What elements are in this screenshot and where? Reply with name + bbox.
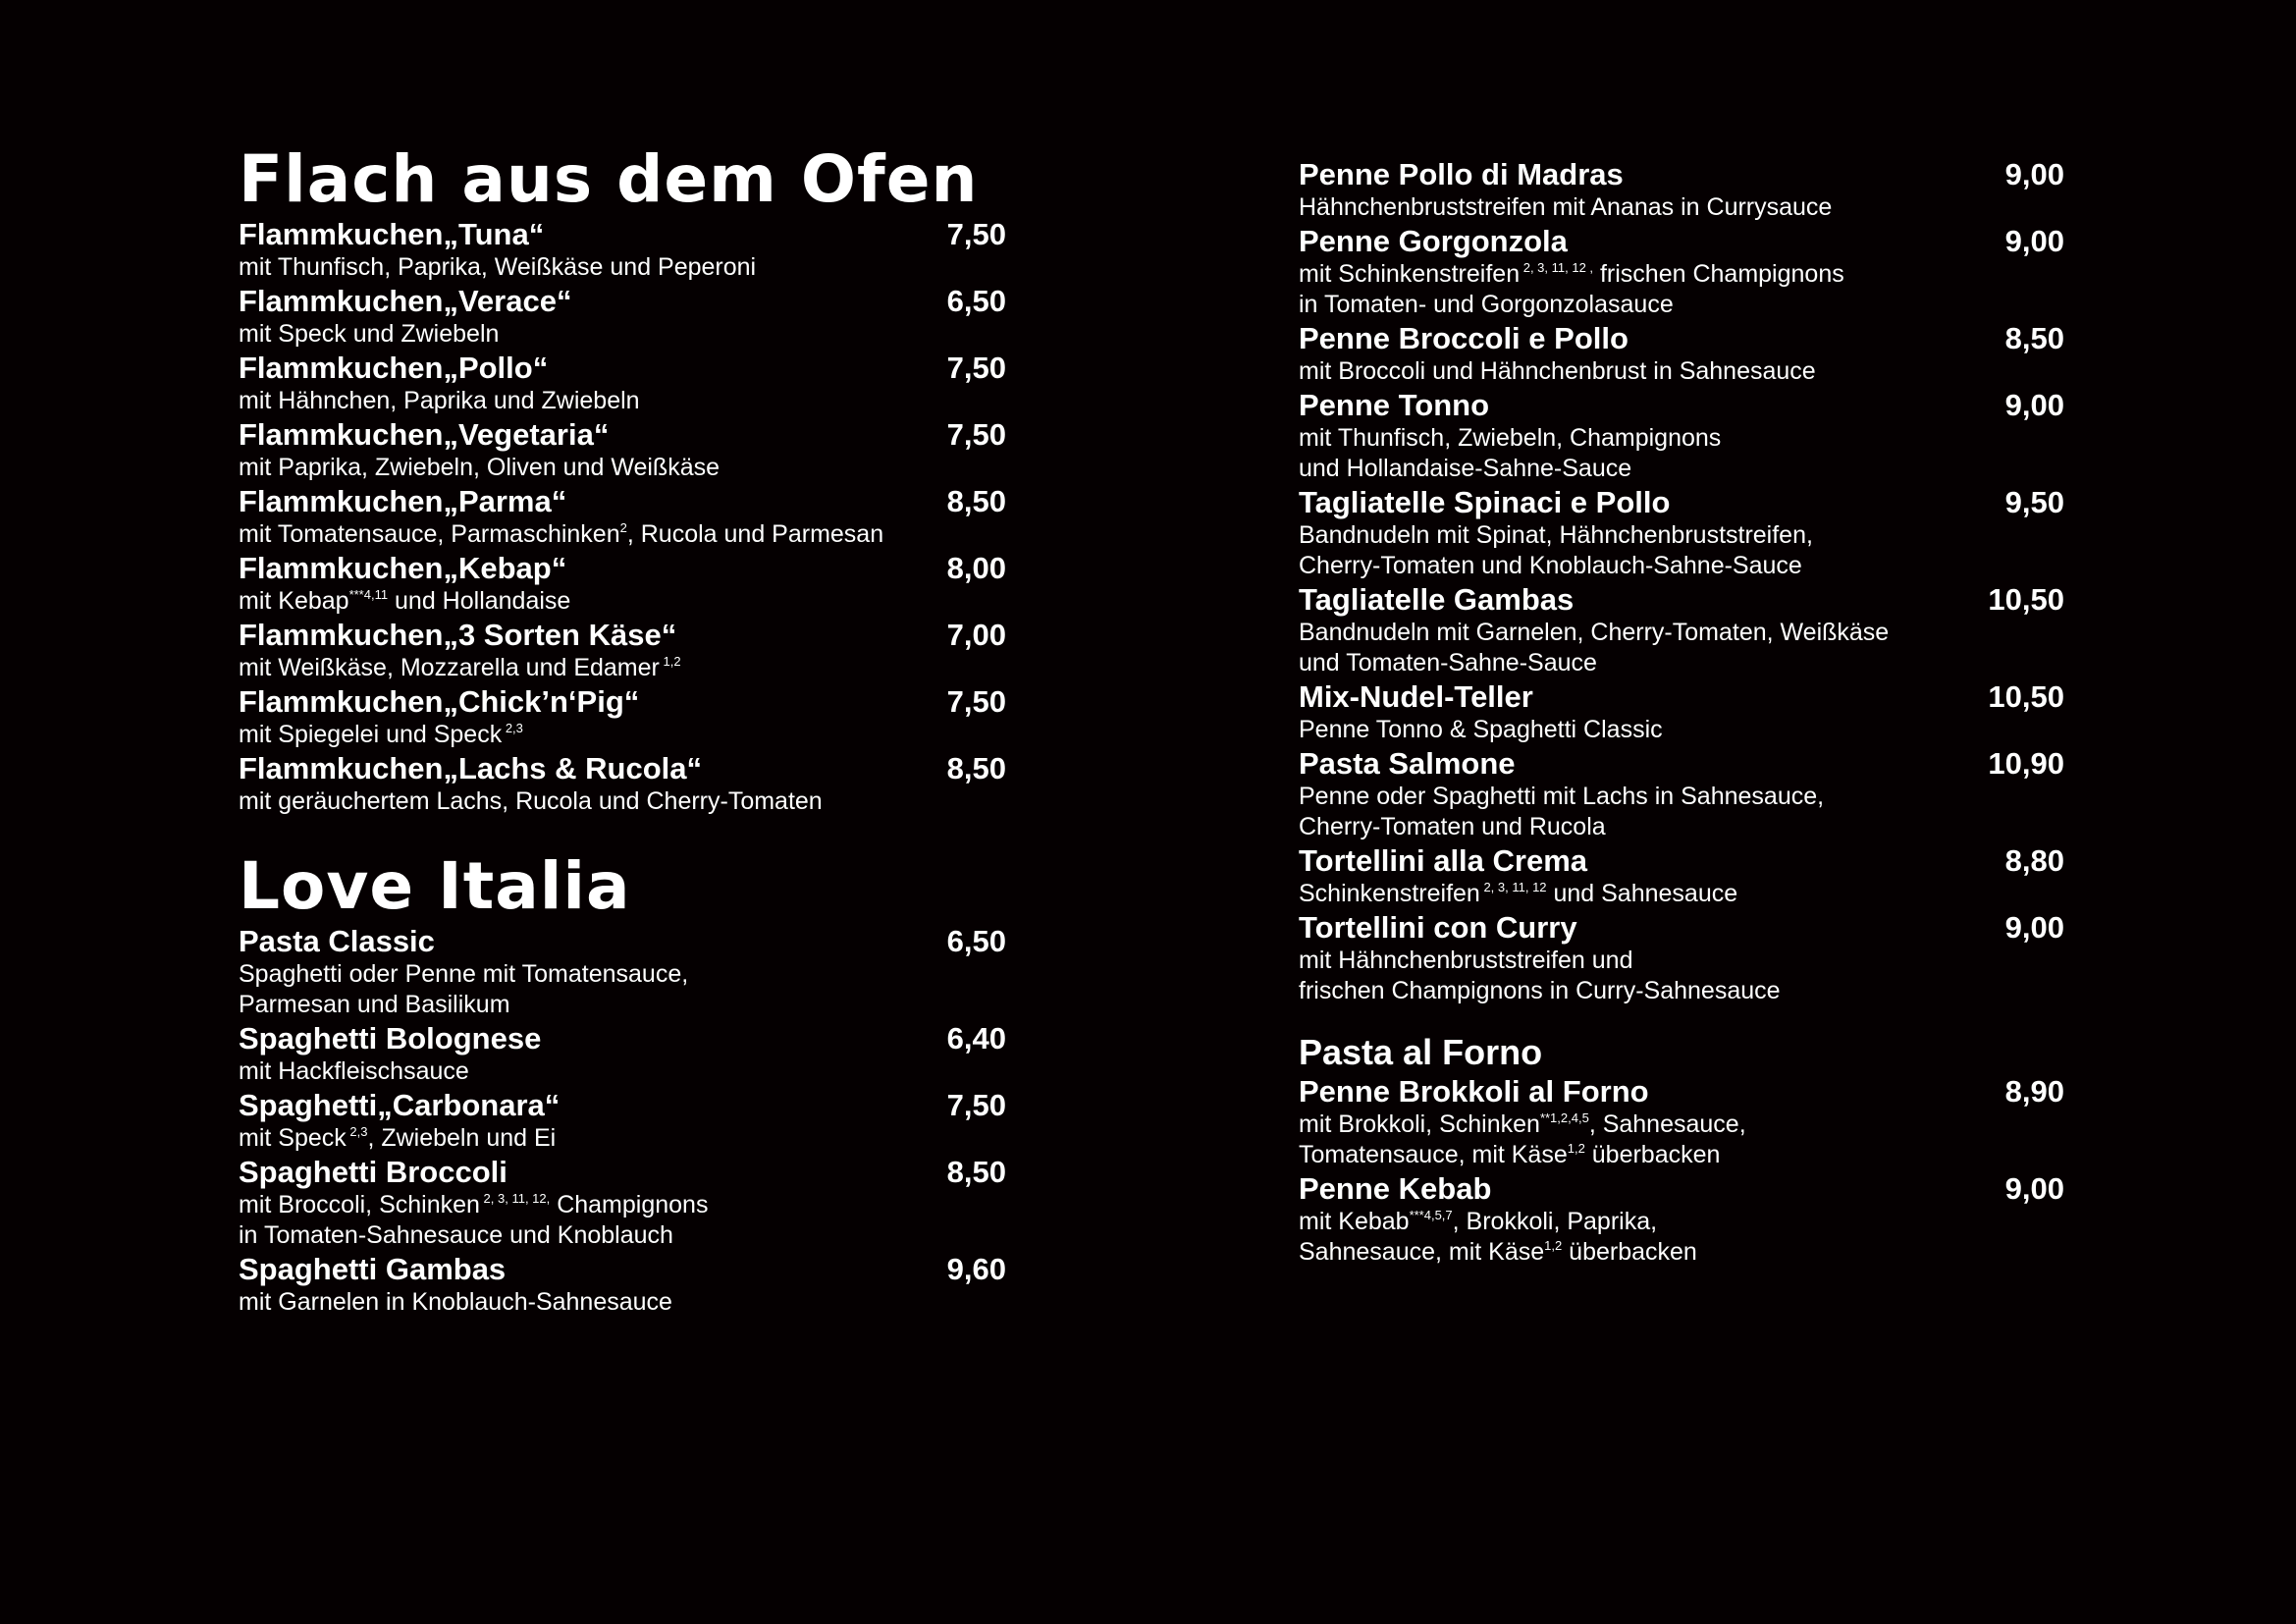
allergen-note: 2, 3, 11, 12 xyxy=(1479,880,1547,894)
menu-item xyxy=(1299,678,2064,745)
menu-item-description xyxy=(1299,290,2064,320)
menu-item-name: Flammkuchen„Pollo“ xyxy=(239,351,549,385)
allergen-note: 1,2 xyxy=(1544,1238,1563,1253)
menu-item-name: Spaghetti„Carbonara“ xyxy=(239,1088,561,1122)
description-text: und Hollandaise xyxy=(388,587,571,615)
menu-item xyxy=(1299,745,2064,842)
allergen-note: 2 xyxy=(619,520,627,535)
menu-item-description xyxy=(1299,1140,2064,1170)
menu-item-description xyxy=(1299,520,2064,551)
menu-item xyxy=(239,416,1006,483)
description-text: in Tomaten- und Gorgonzolasauce xyxy=(1299,291,1674,318)
menu-item-name: Flammkuchen„Vegetaria“ xyxy=(239,417,610,452)
allergen-note: 2, 3, 11, 12 , xyxy=(1520,260,1594,275)
menu-item-description xyxy=(239,386,1006,416)
menu-item-description xyxy=(1299,976,2064,1006)
menu-item-header xyxy=(239,350,1006,386)
menu-item-header xyxy=(1299,320,2064,356)
menu-item-description xyxy=(239,519,1006,550)
menu-item xyxy=(1299,387,2064,484)
menu-list-al-forno xyxy=(1299,1073,2064,1268)
menu-item xyxy=(1299,156,2064,223)
menu-item-name: Flammkuchen„Parma“ xyxy=(239,484,567,518)
menu-item-name: Flammkuchen„Chick’n‘Pig“ xyxy=(239,684,640,719)
description-text: mit Garnelen in Knoblauch-Sahnesauce xyxy=(239,1288,672,1316)
menu-item-description xyxy=(239,1220,1006,1251)
menu-item-name: Tortellini con Curry xyxy=(1299,910,1577,945)
menu-item-name: Spaghetti Gambas xyxy=(239,1252,507,1286)
description-text: , Sahnesauce, xyxy=(1588,1110,1746,1138)
description-text: Hähnchenbruststreifen mit Ananas in Currysauce xyxy=(1299,193,1833,221)
section-title-love-italia: Love Italia xyxy=(239,848,631,924)
description-text: frischen Champignons xyxy=(1593,260,1844,288)
menu-item-description xyxy=(239,586,1006,617)
menu-item-header xyxy=(239,683,1006,720)
description-text: Bandnudeln mit Spinat, Hähnchenbruststreifen, xyxy=(1299,521,1813,549)
description-text: mit Tomatensauce, Parmaschinken xyxy=(239,520,620,548)
description-text: Bandnudeln mit Garnelen, Cherry-Tomaten, Weißkäse xyxy=(1299,619,1890,646)
menu-item-name: Tagliatelle Gambas xyxy=(1299,582,1575,617)
menu-item-description xyxy=(1299,1237,2064,1268)
menu-item-header xyxy=(239,216,1006,252)
menu-item-header xyxy=(1299,1073,2064,1110)
description-text: , Brokkoli, Paprika, xyxy=(1452,1208,1658,1235)
menu-item-price: 9,60 xyxy=(946,1252,1006,1286)
menu-item-price: 10,90 xyxy=(1988,746,2064,781)
menu-item-price: 6,50 xyxy=(946,284,1006,318)
menu-item-description xyxy=(1299,782,2064,812)
menu-item-price: 6,40 xyxy=(946,1021,1006,1056)
menu-item-price: 10,50 xyxy=(1988,679,2064,714)
menu-item xyxy=(239,683,1006,750)
allergen-note: 2,3 xyxy=(502,721,523,735)
description-text: mit Brokkoli, Schinken xyxy=(1299,1110,1540,1138)
left-column xyxy=(239,0,1006,1318)
description-text: mit Broccoli und Hähnchenbrust in Sahnesauce xyxy=(1299,357,1816,385)
menu-item xyxy=(239,923,1006,1020)
menu-item-name: Spaghetti Bolognese xyxy=(239,1021,542,1056)
menu-item-description xyxy=(239,319,1006,350)
description-text: mit Spiegelei und Speck xyxy=(239,721,503,748)
menu-item-description xyxy=(239,720,1006,750)
description-text: Penne oder Spaghetti mit Lachs in Sahnesauce, xyxy=(1299,783,1825,810)
menu-item-name: Flammkuchen„Lachs & Rucola“ xyxy=(239,751,703,785)
menu-item xyxy=(239,1251,1006,1318)
description-text: überbacken xyxy=(1562,1238,1697,1266)
menu-item-name: Flammkuchen„Kebap“ xyxy=(239,551,567,585)
menu-item-price: 9,00 xyxy=(2004,910,2064,945)
description-text: mit Thunfisch, Zwiebeln, Champignons xyxy=(1299,424,1722,452)
allergen-note: ***4,5,7 xyxy=(1409,1208,1453,1222)
menu-item-description xyxy=(1299,879,2064,909)
description-text: mit Kebab xyxy=(1299,1208,1410,1235)
section-title-pasta-al-forno: Pasta al Forno xyxy=(1299,1032,1543,1072)
description-text: und Sahnesauce xyxy=(1546,880,1738,907)
menu-item-header xyxy=(1299,484,2064,520)
menu-item-price: 9,00 xyxy=(2004,388,2064,422)
menu-item-name: Spaghetti Broccoli xyxy=(239,1155,507,1189)
menu-item-header xyxy=(1299,581,2064,618)
menu-item-name: Pasta Classic xyxy=(239,924,435,958)
description-text: mit Paprika, Zwiebeln, Oliven und Weißkäse xyxy=(239,454,721,481)
menu-item-description xyxy=(1299,192,2064,223)
allergen-note: 1,2 xyxy=(1567,1141,1585,1156)
menu-item-header xyxy=(239,750,1006,786)
menu-item-header xyxy=(239,1087,1006,1123)
menu-item-name: Mix-Nudel-Teller xyxy=(1299,679,1533,714)
menu-item-header xyxy=(239,283,1006,319)
menu-item-price: 7,50 xyxy=(946,217,1006,251)
menu-item-header xyxy=(239,617,1006,653)
menu-item xyxy=(239,216,1006,283)
menu-item-price: 8,80 xyxy=(2004,843,2064,878)
allergen-note: **1,2,4,5 xyxy=(1539,1110,1589,1125)
menu-item xyxy=(1299,842,2064,909)
description-text: Sahnesauce, mit Käse xyxy=(1299,1238,1545,1266)
menu-item-header xyxy=(1299,842,2064,879)
menu-item-description xyxy=(1299,454,2064,484)
menu-item-price: 7,00 xyxy=(946,618,1006,652)
description-text: Champignons xyxy=(550,1191,709,1218)
menu-item-name: Penne Broccoli e Pollo xyxy=(1299,321,1629,355)
description-text: mit Broccoli, Schinken xyxy=(239,1191,480,1218)
description-text: mit Kebap xyxy=(239,587,349,615)
description-text: Tomatensauce, mit Käse xyxy=(1299,1141,1568,1168)
menu-item-header xyxy=(239,483,1006,519)
section-title-flach-aus-dem-ofen: Flach aus dem Ofen xyxy=(239,141,979,217)
menu-item xyxy=(239,483,1006,550)
allergen-note: 2, 3, 11, 12, xyxy=(479,1191,551,1206)
menu-item-name: Tortellini alla Crema xyxy=(1299,843,1588,878)
description-text: mit Speck und Zwiebeln xyxy=(239,320,500,348)
menu-item-name: Flammkuchen„3 Sorten Käse“ xyxy=(239,618,677,652)
menu-item-price: 9,00 xyxy=(2004,157,2064,191)
menu-item-price: 6,50 xyxy=(946,924,1006,958)
description-text: mit Thunfisch, Paprika, Weißkäse und Peperoni xyxy=(239,253,757,281)
menu-item xyxy=(239,283,1006,350)
menu-item-price: 9,00 xyxy=(2004,224,2064,258)
menu-item-price: 8,50 xyxy=(2004,321,2064,355)
menu-item-name: Penne Kebab xyxy=(1299,1171,1492,1206)
menu-item xyxy=(1299,1170,2064,1268)
menu-item-header xyxy=(239,416,1006,453)
menu-item-header xyxy=(1299,387,2064,423)
menu-list-pasta xyxy=(1299,156,2064,1006)
menu-item-header xyxy=(1299,1170,2064,1207)
menu-item xyxy=(239,750,1006,817)
menu-item-description xyxy=(239,1190,1006,1220)
menu-item xyxy=(239,1087,1006,1154)
menu-item xyxy=(239,617,1006,683)
menu-item-header xyxy=(239,1020,1006,1056)
menu-item-description xyxy=(1299,648,2064,678)
menu-item xyxy=(239,1020,1006,1087)
menu-item-header xyxy=(1299,678,2064,715)
menu-item-name: Penne Gorgonzola xyxy=(1299,224,1568,258)
description-text: mit Speck xyxy=(239,1124,347,1152)
menu-item-header xyxy=(239,923,1006,959)
menu-item-description xyxy=(239,959,1006,990)
description-text: mit Schinkenstreifen xyxy=(1299,260,1521,288)
menu-item-description xyxy=(1299,812,2064,842)
menu-item-header xyxy=(1299,745,2064,782)
menu-item-description xyxy=(1299,715,2064,745)
description-text: Cherry-Tomaten und Knoblauch-Sahne-Sauce xyxy=(1299,552,1802,579)
menu-item-description xyxy=(239,453,1006,483)
menu-item-description xyxy=(1299,1110,2064,1140)
description-text: und Tomaten-Sahne-Sauce xyxy=(1299,649,1597,677)
description-text: und Hollandaise-Sahne-Sauce xyxy=(1299,455,1632,482)
menu-item-header xyxy=(239,550,1006,586)
menu-item xyxy=(1299,909,2064,1006)
description-text: Cherry-Tomaten und Rucola xyxy=(1299,813,1606,840)
menu-item-price: 10,50 xyxy=(1988,582,2064,617)
menu-item xyxy=(1299,320,2064,387)
description-text: , Rucola und Parmesan xyxy=(626,520,884,548)
menu-item-name: Pasta Salmone xyxy=(1299,746,1516,781)
menu-item-header xyxy=(239,1154,1006,1190)
menu-item-description xyxy=(1299,423,2064,454)
allergen-note: 2,3 xyxy=(346,1124,368,1139)
menu-item-name: Tagliatelle Spinaci e Pollo xyxy=(1299,485,1671,519)
description-text: Spaghetti oder Penne mit Tomatensauce, xyxy=(239,960,689,988)
menu-item-price: 8,50 xyxy=(946,1155,1006,1189)
menu-item-header xyxy=(1299,156,2064,192)
menu-item xyxy=(239,350,1006,416)
menu-item-description xyxy=(239,1287,1006,1318)
description-text: mit Hähnchenbruststreifen und xyxy=(1299,947,1633,974)
description-text: mit Hackfleischsauce xyxy=(239,1057,469,1085)
menu-item-description xyxy=(239,1056,1006,1087)
menu-item-price: 7,50 xyxy=(946,1088,1006,1122)
description-text: in Tomaten-Sahnesauce und Knoblauch xyxy=(239,1221,673,1249)
menu-item-description xyxy=(1299,946,2064,976)
menu-item-description xyxy=(1299,259,2064,290)
description-text: Parmesan und Basilikum xyxy=(239,991,510,1018)
menu-item-description xyxy=(239,786,1006,817)
description-text: mit Hähnchen, Paprika und Zwiebeln xyxy=(239,387,640,414)
allergen-note: 1,2 xyxy=(659,654,681,669)
menu-item xyxy=(239,1154,1006,1251)
menu-item-header xyxy=(1299,223,2064,259)
menu-item-price: 9,00 xyxy=(2004,1171,2064,1206)
menu-item-description xyxy=(239,1123,1006,1154)
menu-item-description xyxy=(239,990,1006,1020)
menu-item xyxy=(1299,223,2064,320)
description-text: mit Weißkäse, Mozzarella und Edamer xyxy=(239,654,660,681)
description-text: mit geräuchertem Lachs, Rucola und Cherry-Tomaten xyxy=(239,787,823,815)
menu-item-description xyxy=(239,252,1006,283)
menu-item-price: 8,00 xyxy=(946,551,1006,585)
menu-item-price: 7,50 xyxy=(946,684,1006,719)
menu-item-description xyxy=(1299,1207,2064,1237)
description-text: überbacken xyxy=(1584,1141,1721,1168)
description-text: , Zwiebeln und Ei xyxy=(367,1124,557,1152)
menu-item-price: 8,50 xyxy=(946,484,1006,518)
menu-item-description xyxy=(239,653,1006,683)
menu-item-header xyxy=(239,1251,1006,1287)
allergen-note: ***4,11 xyxy=(348,587,389,602)
menu-item-price: 8,90 xyxy=(2004,1074,2064,1109)
description-text: frischen Champignons in Curry-Sahnesauce xyxy=(1299,977,1781,1004)
menu-item-description xyxy=(1299,356,2064,387)
menu-item xyxy=(1299,1073,2064,1170)
menu-item xyxy=(1299,581,2064,678)
menu-item-price: 7,50 xyxy=(946,417,1006,452)
menu-list-love-italia xyxy=(239,923,1006,1318)
menu-item-name: Penne Pollo di Madras xyxy=(1299,157,1624,191)
menu-item-description xyxy=(1299,551,2064,581)
description-text: Penne Tonno & Spaghetti Classic xyxy=(1299,716,1663,743)
menu-item-name: Penne Brokkoli al Forno xyxy=(1299,1074,1649,1109)
menu-item-name: Flammkuchen„Verace“ xyxy=(239,284,572,318)
menu-item xyxy=(1299,484,2064,581)
menu-item-price: 8,50 xyxy=(946,751,1006,785)
menu-item xyxy=(239,550,1006,617)
menu-item-price: 9,50 xyxy=(2004,485,2064,519)
menu-item-header xyxy=(1299,909,2064,946)
menu-item-name: Flammkuchen„Tuna“ xyxy=(239,217,545,251)
description-text: Schinkenstreifen xyxy=(1299,880,1480,907)
menu-item-name: Penne Tonno xyxy=(1299,388,1490,422)
menu-item-description xyxy=(1299,618,2064,648)
menu-item-price: 7,50 xyxy=(946,351,1006,385)
right-column xyxy=(1299,0,2064,1268)
menu-list-flammkuchen xyxy=(239,216,1006,817)
